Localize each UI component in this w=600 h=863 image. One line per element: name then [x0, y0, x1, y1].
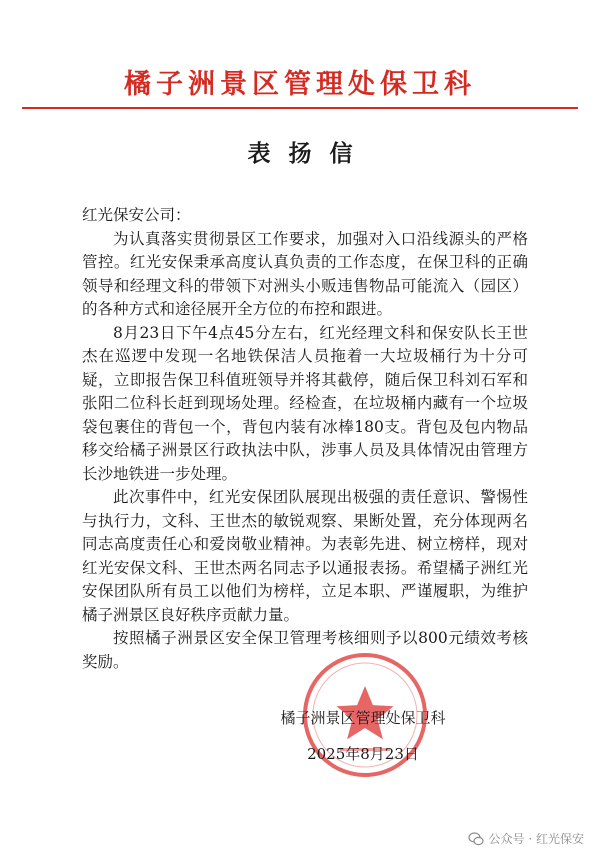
footer-watermark: [468, 830, 584, 847]
signature-date: 2025年8月23日: [307, 745, 419, 763]
signature-organization: 橘子洲景区管理处保卫科: [280, 709, 446, 727]
signature-block: [243, 700, 483, 772]
footer-watermark-text: 公众号 · 红光保安: [488, 832, 584, 846]
letter-title: 表扬信: [247, 140, 371, 167]
letter-paragraph: 8月23日下午4点45分左右，红光经理文科和保安队长王世杰在巡逻中发现一名地铁保洁人员拖着一大垃圾桶行为十分可疑，立即报告保卫科值班领导并将其截停，随后保卫科刘石军和张阳二位科长赶到现场处理。经检查，在垃圾桶内藏有一个垃圾袋包裹住的背包一个，背包内装有冰棒180支。背包及包内物品移交给橘子洲景区行政执法中队，涉事人员及具体情况由管理方长沙地铁进一步处理。: [82, 323, 528, 483]
wechat-icon: [468, 831, 484, 847]
letter-salutation: 红光保安公司：: [82, 206, 191, 224]
letter-paragraph: 为认真落实贯彻景区工作要求，加强对入口沿线源头的严格管控。红光安保秉承高度认真负责的工作态度，在保卫科的正确领导和经理文科的带领下对洲头小贩违售物品可能流入（园区）的各种方式和途径展开全方位的布控和跟进。: [82, 229, 528, 318]
letter-paragraph: 按照橘子洲景区安全保卫管理考核细则予以800元绩效考核奖励。: [82, 629, 528, 671]
letter-paragraph: 此次事件中，红光安保团队展现出极强的责任意识、警惕性与执行力，文科、王世杰的敏锐观察、果断处置，充分体现两名同志高度责任心和爱岗敬业精神。为表彰先进、树立榜样，现对红光安保文科、王世杰两名同志予以通报表扬。希望橘子洲红光安保团队所有员工以他们为榜样，立足本职、严谨履职，为维护橘子洲景区良好秩序贡献力量。: [82, 488, 528, 624]
header-divider: [22, 107, 578, 109]
letter-body: [82, 204, 528, 674]
organization-header: 橘子洲景区管理处保卫科: [124, 69, 476, 100]
